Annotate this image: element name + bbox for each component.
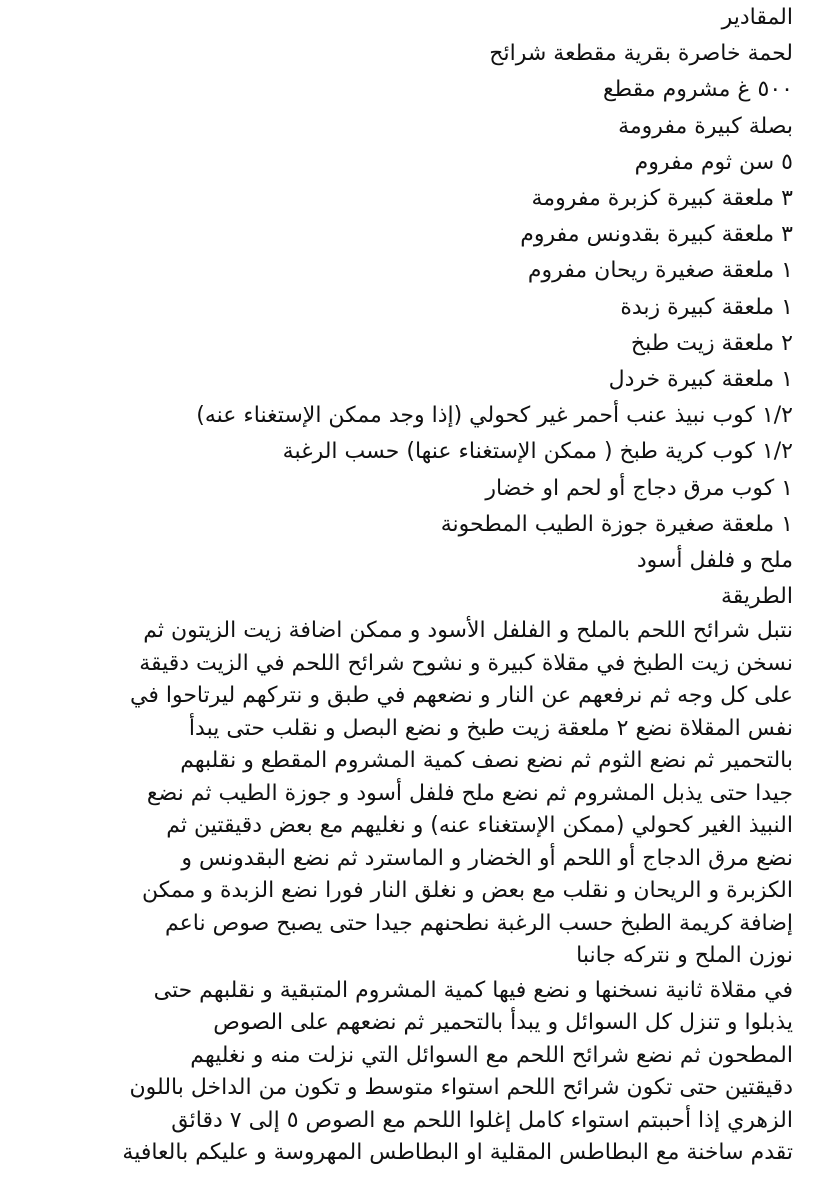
ingredient-item: ١ ملعقة صغيرة ريحان مفروم <box>527 258 793 284</box>
method-line: المطحون ثم نضع شرائح اللحم مع السوائل التي نزلت منه و نغليهم <box>190 1042 793 1068</box>
method-line: الزهري إذا أحببتم استواء كامل إغلوا اللحم مع الصوص ٥ إلى ٧ دقائق <box>171 1107 793 1133</box>
ingredient-item: ١/٢ كوب كرية طبخ ( ممكن الإستغناء عنها) حسب الرغبة <box>282 439 793 465</box>
method-line: نسخن زيت الطبخ في مقلاة كبيرة و نشوح شرائح اللحم في الزيت دقيقة <box>139 650 793 676</box>
ingredients-heading: المقادير <box>721 5 793 30</box>
ingredient-item: ٢ ملعقة زيت طبخ <box>630 330 793 356</box>
method-line: يذبلوا و تنزل كل السوائل و يبدأ بالتحمير ثم نضعهم على الصوص <box>213 1010 793 1036</box>
ingredients-list <box>20 36 793 579</box>
ingredient-item: بصلة كبيرة مفرومة <box>618 113 793 139</box>
ingredient-item: ٣ ملعقة كبيرة بقدونس مفروم <box>520 222 793 248</box>
method-heading: الطريقة <box>720 584 793 610</box>
method-line: دقيقتين حتى تكون شرائح اللحم استواء متوسط و تكون من الداخل باللون <box>129 1075 793 1101</box>
method-line: نضع مرق الدجاج أو اللحم أو الخضار و الماسترد ثم نضع البقدونس و <box>181 845 793 871</box>
method-line: نوزن الملح و نتركه جانبا <box>576 943 793 969</box>
method-line: إضافة كريمة الطبخ حسب الرغبة نطحنهم جيدا حتى يصبح صوص ناعم <box>165 910 793 936</box>
method-line: في مقلاة ثانية نسخنها و نضع فيها كمية المشروم المتبقية و نقلبهم حتى <box>153 977 793 1003</box>
method-line: بالتحمير ثم نضع الثوم ثم نضع نصف كمية المشروم المقطع و نقلبهم <box>180 748 793 774</box>
ingredient-item: ٥ سن ثوم مفروم <box>634 149 793 175</box>
ingredient-item: ١ ملعقة صغيرة جوزة الطيب المطحونة <box>440 511 793 537</box>
ingredient-item: ١ كوب مرق دجاج أو لحم او خضار <box>485 475 793 501</box>
ingredient-item: ملح و فلفل أسود <box>636 548 793 574</box>
method-line: على كل وجه ثم نرفعهم عن النار و نضعهم في طبق و نتركهم ليرتاحوا في <box>130 683 793 709</box>
ingredient-item: ١ ملعقة كبيرة خردل <box>608 367 793 393</box>
ingredient-item: ١ ملعقة كبيرة زبدة <box>620 294 793 320</box>
method-line: تقدم ساخنة مع البطاطس المقلية او البطاطس المهروسة و عليكم بالعافية <box>122 1140 793 1166</box>
method-paragraph <box>20 615 793 973</box>
method-line: جيدا حتى يذبل المشروم ثم نضع ملح فلفل أسود و جوزة الطيب ثم نضع <box>146 780 793 806</box>
ingredient-item: ٣ ملعقة كبيرة كزبرة مفرومة <box>531 186 793 212</box>
ingredient-item: ٥٠٠ غ مشروم مقطع <box>602 77 793 103</box>
ingredient-item: ١/٢ كوب نبيذ عنب أحمر غير كحولي (إذا وجد ممكن الإستغناء عنه) <box>196 403 793 429</box>
method-line: الكزبرة و الريحان و نقلب مع بعض و نغلق النار فورا نضع الزبدة و ممكن <box>142 878 793 904</box>
method-line: نتبل شرائح اللحم بالملح و الفلفل الأسود و ممكن اضافة زيت الزيتون ثم <box>143 618 793 644</box>
ingredient-item: لحمة خاصرة بقرية مقطعة شرائح <box>489 41 793 67</box>
method-paragraph <box>20 975 793 1170</box>
method-line: النبيذ الغير كحولي (ممكن الإستغناء عنه) و نغليهم مع بعض دقيقتين ثم <box>166 813 793 839</box>
method-line: نفس المقلاة نضع ٢ ملعقة زيت طبخ و نضع البصل و نقلب حتى يبدأ <box>188 715 793 741</box>
